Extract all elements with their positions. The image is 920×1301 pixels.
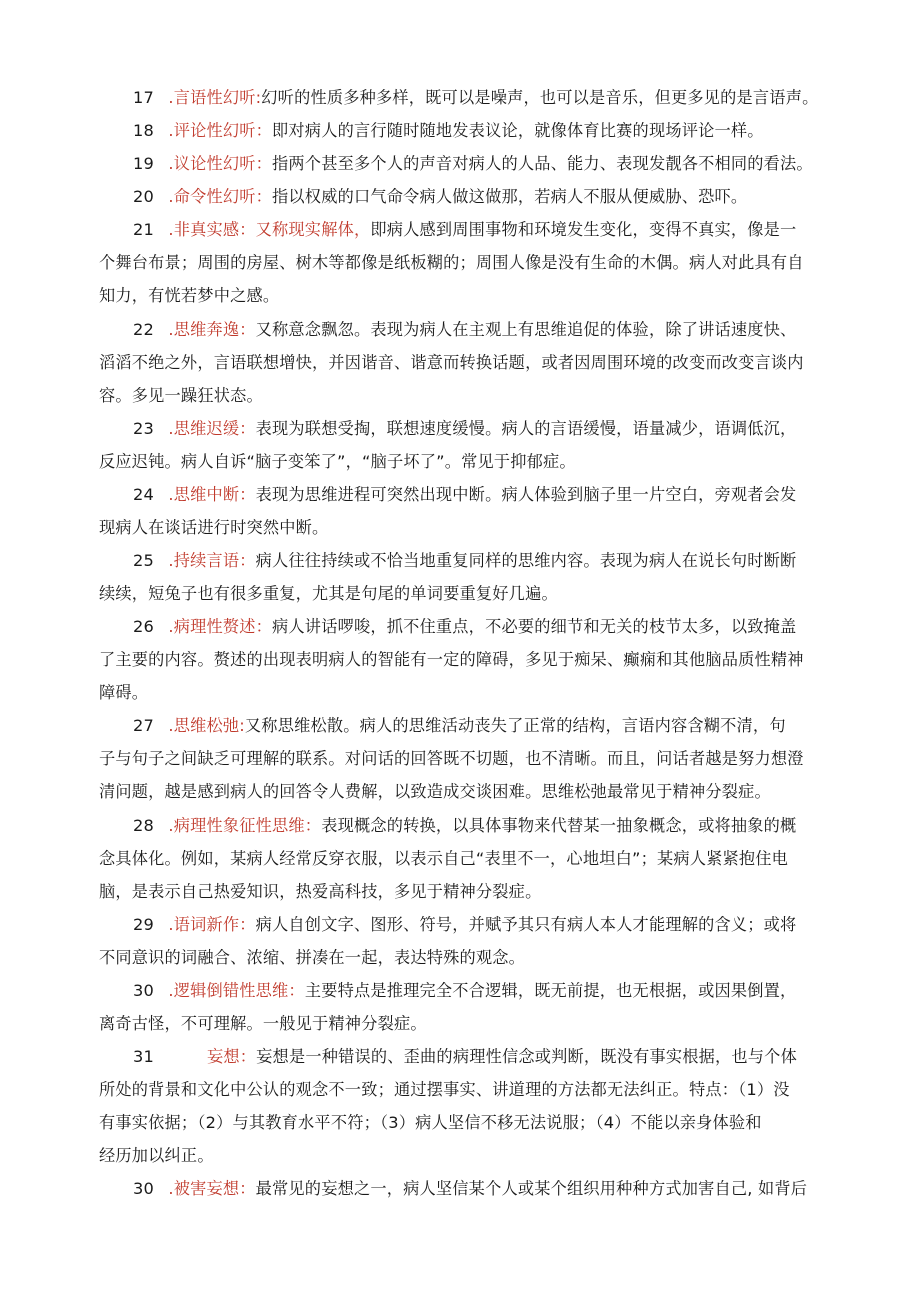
term-label: 逻辑倒错性思维： — [173, 981, 305, 1000]
entry-number: 30 — [133, 981, 154, 1000]
entry-text-continued: 续续，短兔子也有很多重复，尤其是句尾的单词要重复好几遍。 — [99, 584, 558, 603]
entry-27: 27 .思维松弛:又称思维松散。病人的思维活动丧失了正常的结构，言语内容含糊不清，句 子与句子之间缺乏可理解的联系。对问话的回答既不切题，也不清晰。而且，问话者越是努力想澄 清问题，越是感到病人的回答令人费解，以致造成交谈困难。思维松弛最常见于精神分裂症。 — [99, 709, 827, 808]
entry-text-continued: 子与句子之间缺乏可理解的联系。对问话的回答既不切题，也不清晰。而且，问话者越是努力想澄 — [99, 749, 804, 768]
entry-number: 31 — [133, 1047, 154, 1066]
entry-30-persecution: 30 .被害妄想：最常见的妄想之一，病人坚信某个人或某个组织用种种方式加害自己, 如背后 — [99, 1172, 827, 1205]
term-label: 病理性象征性思维： — [173, 816, 322, 835]
entry-number: 28 — [133, 816, 154, 835]
entry-text: 病人自创文字、图形、符号，并赋予其只有病人本人才能理解的含义；或将 — [255, 915, 797, 934]
term-label: 思维中断： — [173, 485, 256, 504]
entry-number: 21 — [133, 220, 154, 239]
entry-19: 19 .议论性幻听：指两个甚至多个人的声音对病人的人品、能力、表现发靓各不相同的看法。 — [99, 147, 827, 180]
entry-number: 20 — [133, 187, 154, 206]
term-label: 持续言语： — [173, 551, 256, 570]
entry-text-continued: 了主要的内容。赘述的出现表明病人的智能有一定的障碍，多见于痴呆、癫痫和其他脑品质性精神 — [99, 650, 804, 669]
entry-17: 17 .言语性幻听:幻听的性质多种多样，既可以是噪声，也可以是音乐，但更多见的是言语声。 — [99, 81, 827, 114]
entry-text: 又称思维松散。病人的思维活动丧失了正常的结构，言语内容含糊不清，句 — [244, 716, 786, 735]
entry-text: 即病人感到周围事物和环境发生变化，变得不真实，像是一 — [370, 220, 797, 239]
entry-text-continued: 有事实依据；（2）与其教育水平不符；（3）病人坚信不移无法说服；（4）不能以亲身体验和 — [99, 1113, 762, 1132]
entry-text-continued: 经历加以纠正。 — [99, 1146, 214, 1165]
entry-29: 29 .语词新作：病人自创文字、图形、符号，并赋予其只有病人本人才能理解的含义；或将 不同意识的词融合、浓缩、拼凑在一起，表达特殊的观念。 — [99, 908, 827, 974]
entry-text: 指两个甚至多个人的声音对病人的人品、能力、表现发靓各不相同的看法。 — [272, 154, 813, 173]
term-label: 思维奔逸： — [173, 320, 256, 339]
entry-text-continued: 滔滔不绝之外，言语联想增快，并因谐音、谐意而转换话题，或者因周围环境的改变而改变言谈内 — [99, 353, 804, 372]
entry-22: 22 .思维奔逸：又称意念飘忽。表现为病人在主观上有思维追促的体验，除了讲话速度快、 滔滔不绝之外，言语联想增快，并因谐音、谐意而转换话题，或者因周围环境的改变而改变言谈内 容。多见一躁狂状态。 — [99, 313, 827, 412]
entry-number: 23 — [133, 419, 154, 438]
entry-21: 21 .非真实感：又称现实解体，即病人感到周围事物和环境发生变化，变得不真实，像是一 个舞台布景；周围的房屋、树木等都像是纸板糊的；周围人像是没有生命的木偶。病人对此具有自 知力，有恍若梦中之感。 — [99, 213, 827, 312]
entry-30: 30 .逻辑倒错性思维：主要特点是推理完全不合逻辑，既无前提，也无根据，或因果倒置， 离奇古怪，不可理解。一般见于精神分裂症。 — [99, 974, 827, 1040]
entry-number: 24 — [133, 485, 154, 504]
entry-text-continued: 知力，有恍若梦中之感。 — [99, 286, 280, 305]
entry-text-continued: 脑，是表示自己热爱知识，热爱高科技，多见于精神分裂症。 — [99, 882, 542, 901]
entry-text-continued: 个舞台布景；周围的房屋、树木等都像是纸板糊的；周围人像是没有生命的木偶。病人对此具有自 — [99, 253, 804, 272]
entry-text: 主要特点是推理完全不合逻辑，既无前提，也无根据，或因果倒置， — [304, 981, 797, 1000]
entry-text-continued: 念具体化。例如，某病人经常反穿衣服，以表示自己“表里不一，心地坦白”；某病人紧紧抱住电 — [99, 849, 789, 868]
term-label: 病理性赘述： — [173, 617, 273, 636]
term-label: 言语性幻听: — [173, 88, 262, 107]
term-label: 非真实感：又称现实解体， — [173, 220, 371, 239]
entry-text-continued: 现病人在谈话进行时突然中断。 — [99, 518, 329, 537]
entry-text-continued: 容。多见一躁狂状态。 — [99, 386, 263, 405]
term-label: 命令性幻听： — [173, 187, 273, 206]
entry-text-continued: 障碍。 — [99, 683, 149, 702]
term-label: 议论性幻听： — [173, 154, 273, 173]
entry-18: 18 .评论性幻听：即对病人的言行随时随地发表议论，就像体育比赛的现场评论一样。 — [99, 114, 827, 147]
entry-23: 23 .思维迟缓：表现为联想受掏，联想速度缓慢。病人的言语缓慢，语量减少，语调低沉， 反应迟钝。病人自诉“脑子变笨了”，“脑子坏了”。常见于抑郁症。 — [99, 412, 827, 478]
entry-24: 24 .思维中断：表现为思维进程可突然出现中断。病人体验到脑子里一片空白，旁观者会发 现病人在谈话进行时突然中断。 — [99, 478, 827, 544]
entry-number: 26 — [133, 617, 154, 636]
entry-26: 26 .病理性赘述：病人讲话啰唆，抓不住重点，不必要的细节和无关的枝节太多，以致掩盖 了主要的内容。赘述的出现表明病人的智能有一定的障碍，多见于痴呆、癫痫和其他脑品质性精神 障碍。 — [99, 610, 827, 709]
entry-text: 表现为思维进程可突然出现中断。病人体验到脑子里一片空白，旁观者会发 — [255, 485, 797, 504]
entry-text: 病人讲话啰唆，抓不住重点，不必要的细节和无关的枝节太多，以致掩盖 — [272, 617, 797, 636]
entry-text: 又称意念飘忽。表现为病人在主观上有思维追促的体验，除了讲话速度快、 — [255, 320, 797, 339]
entry-20: 20 .命令性幻听：指以权威的口气命令病人做这做那，若病人不服从便威胁、恐吓。 — [99, 180, 827, 213]
term-label: 评论性幻听： — [173, 121, 273, 140]
entry-number: 22 — [133, 320, 154, 339]
entry-number: 29 — [133, 915, 154, 934]
entry-number: 17 — [133, 88, 154, 107]
entry-number: 25 — [133, 551, 154, 570]
term-label: 思维松弛: — [173, 716, 245, 735]
term-label: 妄想： — [207, 1047, 257, 1066]
entry-text: 表现为联想受掏，联想速度缓慢。病人的言语缓慢，语量减少，语调低沉， — [255, 419, 797, 438]
entry-28: 28 .病理性象征性思维：表现概念的转换，以具体事物来代替某一抽象概念，或将抽象的概 念具体化。例如，某病人经常反穿衣服，以表示自己“表里不一，心地坦白”；某病人紧紧抱住电 脑，是表示自己热爱知识，热爱高科技，多见于精神分裂症。 — [99, 809, 827, 908]
entry-text-continued: 离奇古怪，不可理解。一般见于精神分裂症。 — [99, 1014, 427, 1033]
entry-text: 最常见的妄想之一，病人坚信某个人或某个组织用种种方式加害自己, 如背后 — [255, 1179, 808, 1198]
entry-text: 幻听的性质多种多样，既可以是噪声，也可以是音乐，但更多见的是言语声。 — [261, 88, 819, 107]
entry-text: 妄想是一种错误的、歪曲的病理性信念或判断，既没有事实根据，也与个体 — [256, 1047, 797, 1066]
term-label: 语词新作： — [173, 915, 256, 934]
entry-text: 即对病人的言行随时随地发表议论，就像体育比赛的现场评论一样。 — [272, 121, 764, 140]
term-label: 被害妄想： — [173, 1179, 256, 1198]
entry-number: 19 — [133, 154, 154, 173]
entry-text: 病人往往持续或不恰当地重复同样的思维内容。表现为病人在说长句时断断 — [255, 551, 797, 570]
entry-25: 25 .持续言语：病人往往持续或不恰当地重复同样的思维内容。表现为病人在说长句时断断 续续，短兔子也有很多重复，尤其是句尾的单词要重复好几遍。 — [99, 544, 827, 610]
entry-31 — [99, 1040, 827, 1172]
entry-text-continued: 不同意识的词融合、浓缩、拼凑在一起，表达特殊的观念。 — [99, 948, 526, 967]
entry-text-continued: 所处的背景和文化中公认的观念不一致；通过摆事实、讲道理的方法都无法纠正。特点：（1）没 — [99, 1080, 790, 1099]
entry-text: 表现概念的转换，以具体事物来代替某一抽象概念，或将抽象的概 — [321, 816, 797, 835]
entry-text-continued: 反应迟钝。病人自诉“脑子变笨了”，“脑子坏了”。常见于抑郁症。 — [99, 452, 576, 471]
entry-number: 30 — [133, 1179, 154, 1198]
entry-text: 指以权威的口气命令病人做这做那，若病人不服从便威胁、恐吓。 — [272, 187, 748, 206]
entry-number: 18 — [133, 121, 154, 140]
entry-text-continued: 清问题，越是感到病人的回答令人费解，以致造成交谈困难。思维松弛最常见于精神分裂症。 — [99, 782, 771, 801]
entry-number: 27 — [133, 716, 154, 735]
term-label: 思维迟缓： — [173, 419, 256, 438]
